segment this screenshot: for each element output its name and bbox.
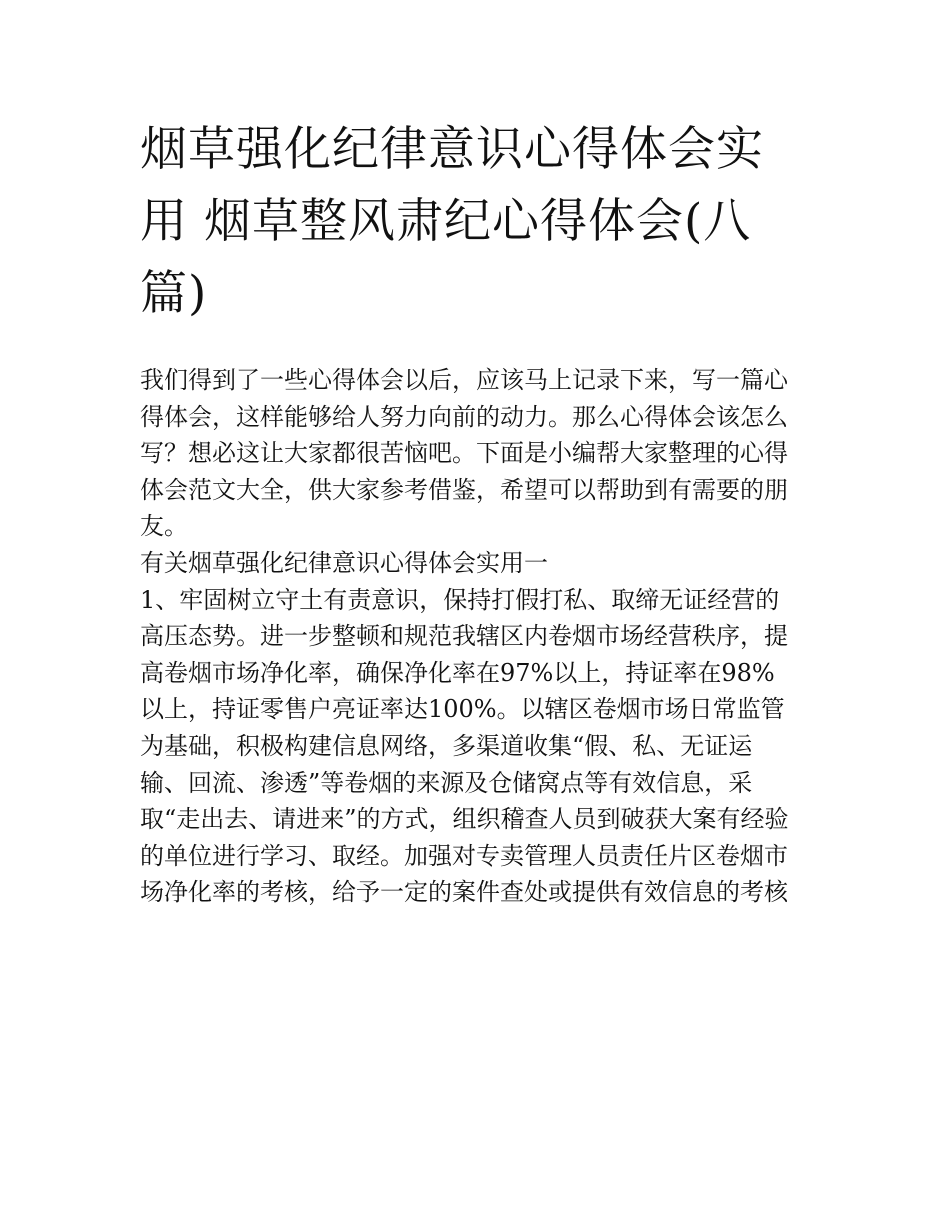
item-line: 输、回流、渗透”等卷烟的来源及仓储窝点等有效信息，采 xyxy=(140,768,753,797)
document-title xyxy=(140,114,820,330)
intro-line: 体会范文大全，供大家参考借鉴，希望可以帮助到有需要的朋 xyxy=(140,475,788,504)
item-line: 为基础，积极构建信息网络，多渠道收集“假、私、无证运 xyxy=(140,731,753,760)
item-line: 的单位进行学习、取经。加强对专卖管理人员责任片区卷烟市 xyxy=(140,841,788,870)
intro-line: 得体会，这样能够给人努力向前的动力。那么心得体会该怎么 xyxy=(140,402,788,431)
item-line: 场净化率的考核，给予一定的案件查处或提供有效信息的考核 xyxy=(140,878,788,907)
document-body xyxy=(140,362,830,911)
intro-line: 写？想必这让大家都很苦恼吧。下面是小编帮大家整理的心得 xyxy=(140,439,788,468)
title-line: 篇) xyxy=(140,266,208,321)
intro-line: 友。 xyxy=(140,512,188,541)
item-line: 1、牢固树立守土有责意识，保持打假打私、取缔无证经营的 xyxy=(140,585,780,614)
title-line: 烟草强化纪律意识心得体会实 xyxy=(140,122,764,177)
item-line: 以上，持证零售户亮证率达100%。以辖区卷烟市场日常监管 xyxy=(140,695,785,724)
item-1-paragraph xyxy=(140,582,830,911)
section-heading: 有关烟草强化纪律意识心得体会实用一 xyxy=(140,548,548,577)
intro-line: 我们得到了一些心得体会以后，应该马上记录下来，写一篇心 xyxy=(140,366,788,394)
title-line: 用 烟草整风肃纪心得体会(八 xyxy=(140,194,752,249)
intro-paragraph xyxy=(140,362,830,545)
item-line: 高压态势。进一步整顿和规范我辖区内卷烟市场经营秩序，提 xyxy=(140,622,788,651)
item-line: 取“走出去、请进来”的方式，组织稽查人员到破获大案有经验 xyxy=(140,805,789,834)
item-line: 高卷烟市场净化率，确保净化率在97%以上，持证率在98% xyxy=(140,658,775,687)
